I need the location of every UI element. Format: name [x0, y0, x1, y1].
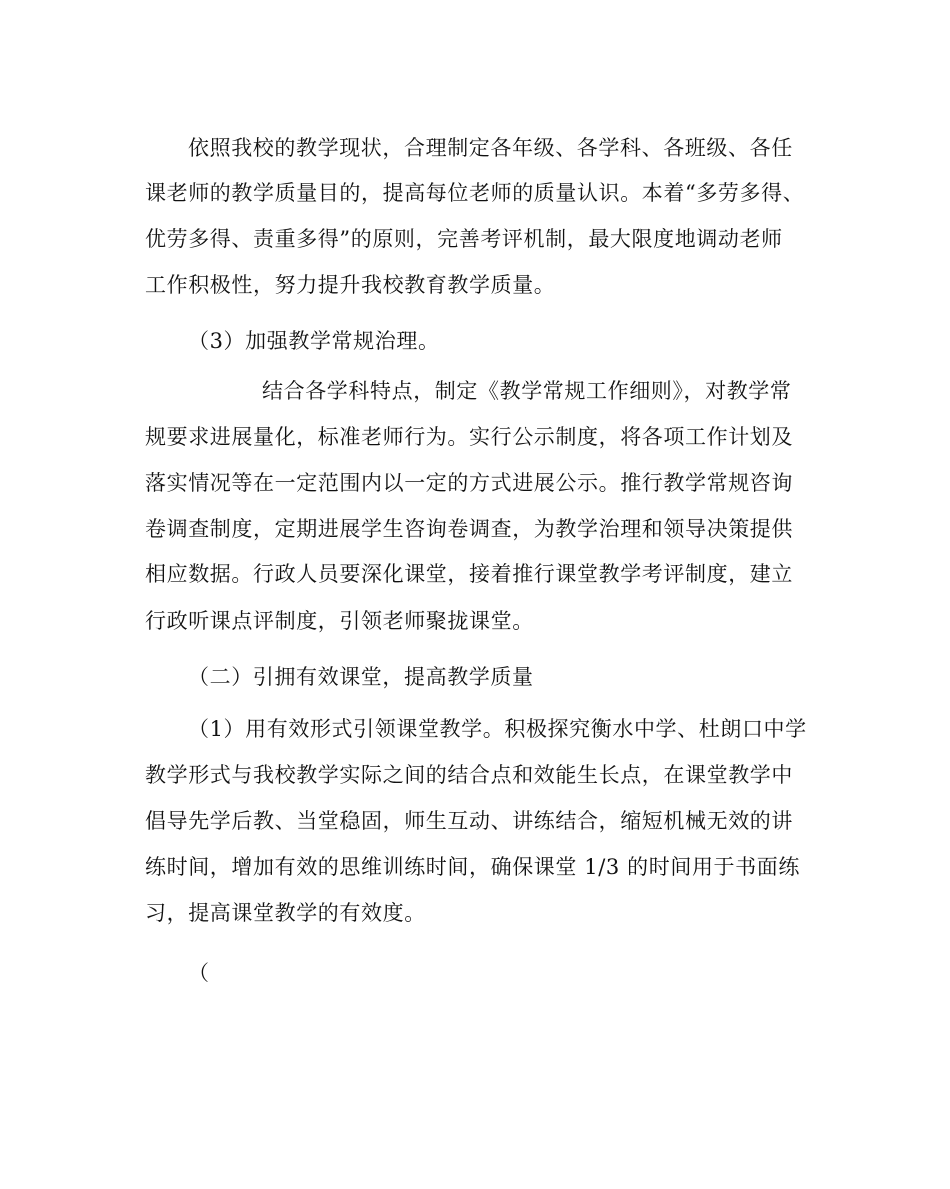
paragraph-2-line-6: 行政听课点评制度，引领老师聚拢课堂。 — [145, 609, 534, 633]
paragraph-3-line-4: 练时间，增加有效的思维训练时间，确保课堂 1/3 的时间用于书面练 — [145, 855, 800, 879]
paragraph-1-line-3: 优劳多得、责重多得”的原则，完善考评机制，最大限度地调动老师 — [145, 227, 783, 251]
paragraph-2-line-3: 落实情况等在一定范围内以一定的方式进展公示。推行教学常规咨询 — [145, 471, 793, 495]
section-heading-2: （二）引拥有效课堂，提高教学质量 — [188, 665, 534, 689]
section-heading-3: （3）加强教学常规治理。 — [188, 329, 440, 353]
paragraph-4-line-1: （ — [188, 961, 210, 985]
paragraph-1-line-2: 课老师的教学质量目的，提高每位老师的质量认识。本着“多劳多得、 — [145, 181, 805, 205]
paragraph-1-line-1: 依照我校的教学现状，合理制定各年级、各学科、各班级、各任 — [188, 136, 793, 160]
paragraph-2-line-1: 结合各学科特点，制定《教学常规工作细则》，对教学常 — [262, 379, 792, 403]
paragraph-2-line-5: 相应数据。行政人员要深化课堂，接着推行课堂教学考评制度，建立 — [145, 562, 793, 586]
paragraph-2-line-4: 卷调查制度，定期进展学生咨询卷调查，为教学治理和领导决策提供 — [145, 517, 793, 541]
paragraph-3-line-2: 教学形式与我校教学实际之间的结合点和效能生长点，在课堂教学中 — [145, 763, 793, 787]
paragraph-2-line-2: 规要求进展量化，标准老师行为。实行公示制度，将各项工作计划及 — [145, 425, 793, 449]
paragraph-3-line-3: 倡导先学后教、当堂稳固，师生互动、讲练结合，缩短机械无效的讲 — [145, 809, 793, 833]
paragraph-3-line-5: 习，提高课堂教学的有效度。 — [145, 901, 426, 925]
paragraph-3-line-1: （1）用有效形式引领课堂教学。积极探究衡水中学、杜朗口中学 — [188, 717, 807, 741]
paragraph-1-line-4: 工作积极性，努力提升我校教育教学质量。 — [145, 273, 556, 297]
